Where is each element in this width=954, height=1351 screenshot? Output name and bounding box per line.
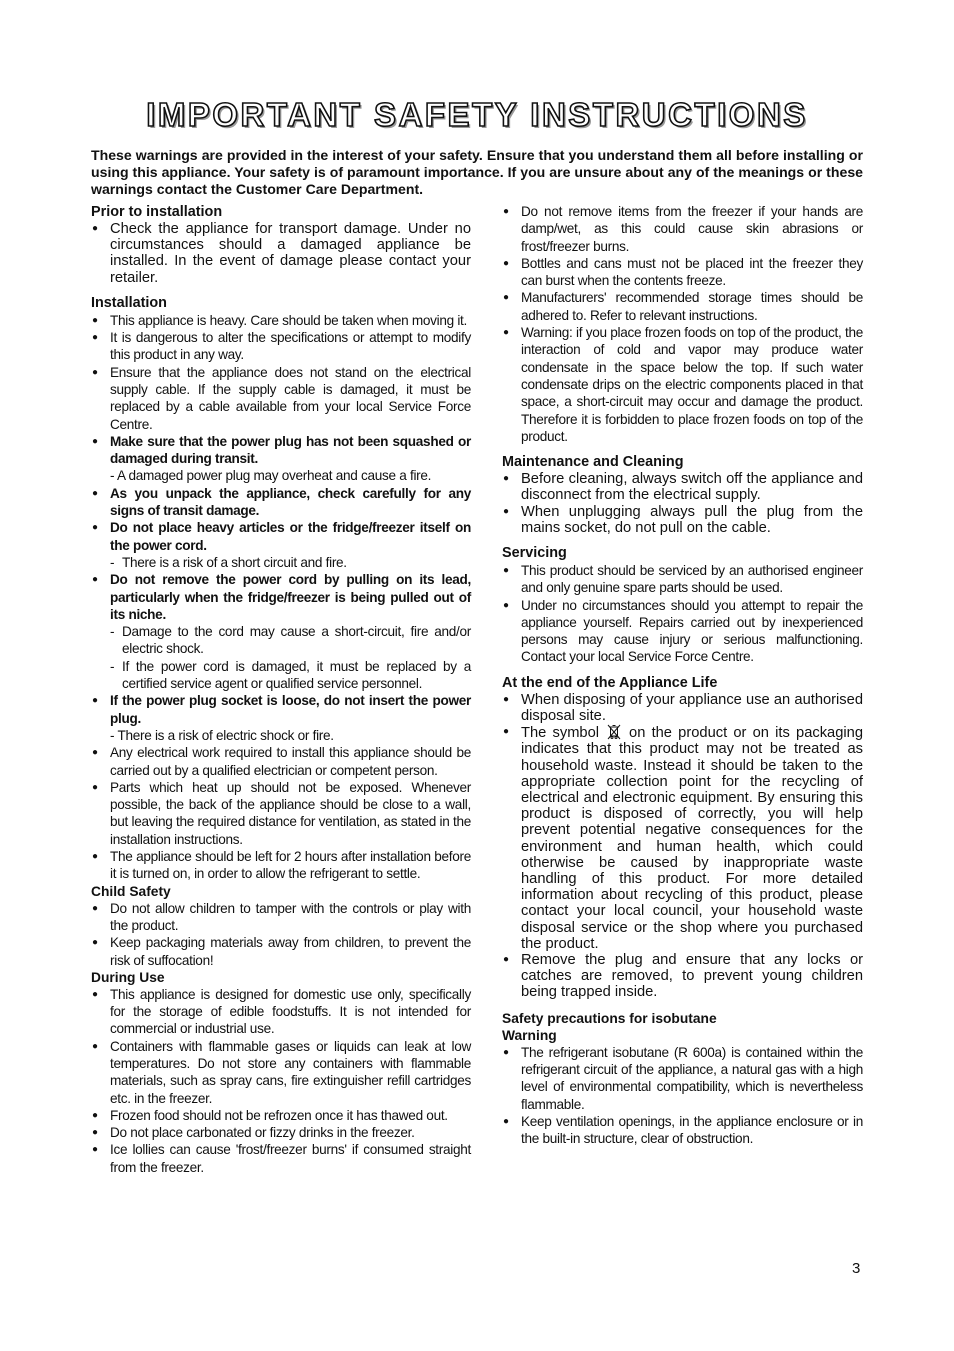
section-heading-prior: Prior to installation <box>91 204 223 220</box>
during-use-list <box>91 986 471 1176</box>
list-item: ● Warning: if you place frozen foods on top of the product, the interaction of cold and vapor may produce water condensate in the space below the top. If such water condensate drips on the electric components placed in that space, a short-circuit may occur and damage the product. Therefore it is forbidden to place frozen foods on top of the product. <box>502 324 863 445</box>
dash-item-text: If the power cord is damaged, it must be replaced by a certified service agent or qualified service personnel. <box>122 658 471 692</box>
section-heading-servicing: Servicing <box>502 544 567 561</box>
page-number: 3 <box>852 1260 861 1277</box>
list-item: ● Before cleaning, always switch off the appliance and disconnect from the electrical supply. <box>502 471 863 503</box>
dash-item: - There is a risk of a short circuit and fire. <box>110 554 347 570</box>
list-item: ● Do not place carbonated or fizzy drinks in the freezer. <box>91 1124 471 1141</box>
list-item: ● Do not allow children to tamper with the controls or play with the product. <box>91 900 471 935</box>
prior-list <box>91 221 471 286</box>
section-heading-maintenance: Maintenance and Cleaning <box>502 454 684 471</box>
maintenance-list <box>502 471 863 536</box>
dash-item-text: Damage to the cord may cause a short-circuit, fire and/or electric shock. <box>122 624 471 657</box>
list-item: ● Make sure that the power plug has not been squashed or damaged during transit. <box>91 433 471 468</box>
list-item: ● Ice lollies can cause 'frost/freezer burns' if consumed straight from the freezer. <box>91 1141 471 1176</box>
installation-list-2 <box>91 485 471 554</box>
list-item: ● Frozen food should not be refrozen once it has thawed out. <box>91 1107 471 1124</box>
list-item: ● It is dangerous to alter the specifications or attempt to modify this product in any way. <box>91 329 471 364</box>
section-heading-installation: Installation <box>91 294 167 311</box>
list-item: ● Do not place heavy articles or the fridge/freezer itself on the power cord. <box>91 519 471 554</box>
list-item: ● Do not remove the power cord by pulling on its lead, particularly when the fridge/freezer is being pulled out of its niche. <box>91 571 471 623</box>
list-item: ● This product should be serviced by an authorised engineer and only genuine spare parts should be used. <box>502 562 863 597</box>
list-item: ● This appliance is heavy. Care should be taken when moving it. <box>91 312 471 329</box>
child-safety-list <box>91 900 471 969</box>
installation-list-4 <box>91 692 471 727</box>
list-item: ● Parts which heat up should not be exposed. Whenever possible, the back of the appliance should be close to a wall, but leaving the required distance for ventilation, as stated in the installation instructions. <box>91 779 471 848</box>
isobutane-list <box>502 1044 863 1148</box>
list-item: ● Keep packaging materials away from children, to prevent the risk of suffocation! <box>91 934 471 969</box>
installation-list <box>91 312 471 468</box>
list-item: ● Keep ventilation openings, in the appliance enclosure or in the built-in structure, clear of obstruction. <box>502 1113 863 1148</box>
list-item: ● Under no circumstances should you attempt to repair the appliance yourself. Repairs carried out by inexperienced persons may cause injury or serious malfunctioning. Contact your local Service Force Centre. <box>502 597 863 666</box>
weee-text-after: on the product or on its packaging indicates that this product may not be treated as household waste. Instead it should be taken to the appropriate collection point for the recycling of electrical and electronic equipment. By ensuring this product is disposed of correctly, you will help prevent potential negative consequences for the environment and human health, which could otherwise be caused by inappropriate waste handling of this product. For more detailed information about recycling of this product, please contact your local council, your household waste disposal service or the shop where you purchased the product. <box>521 725 863 952</box>
list-item: ● Ensure that the appliance does not stand on the electrical supply cable. If the supply cable is damaged, it must be replaced by a cable available from your local Service Force Centre. <box>91 364 471 433</box>
list-item: ● Manufacturers' recommended storage times should be adhered to. Refer to relevant instructions. <box>502 289 863 324</box>
list-item: ● When disposing of your appliance use an authorised disposal site. <box>502 692 863 724</box>
page-title: IMPORTANT SAFETY INSTRUCTIONS <box>146 96 808 133</box>
dash-item: - If the power cord is damaged, it must be replaced by a certified service agent or qualified service personnel. <box>110 658 471 692</box>
crossed-out-wheelie-bin-icon <box>607 724 621 740</box>
installation-list-5 <box>91 744 471 882</box>
list-item <box>502 724 863 952</box>
servicing-list <box>502 562 863 666</box>
end-of-life-list <box>502 692 863 1001</box>
list-item: ● When unplugging always pull the plug from the mains socket, do not pull on the cable. <box>502 504 863 536</box>
during-use-list-continued <box>502 203 863 445</box>
dash-item: - Damage to the cord may cause a short-circuit, fire and/or electric shock. <box>110 624 471 657</box>
list-item: ● Check the appliance for transport damage. Under no circumstances should a damaged appliance be installed. In the event of damage please contact your retailer. <box>91 221 471 286</box>
list-item: ● This appliance is designed for domestic use only, specifically for the storage of edible foodstuffs. It is not intended for commercial or industrial use. <box>91 986 471 1038</box>
weee-text-before: The symbol <box>521 725 600 742</box>
list-item: ● As you unpack the appliance, check carefully for any signs of transit damage. <box>91 485 471 520</box>
list-item: ● If the power plug socket is loose, do not insert the power plug. <box>91 692 471 727</box>
section-heading-end-of-life: At the end of the Appliance Life <box>502 674 718 691</box>
section-heading-during-use: During Use <box>91 969 165 985</box>
note-text: - A damaged power plug may overheat and cause a fire. <box>110 468 432 484</box>
installation-list-3 <box>91 571 471 623</box>
note-text: - There is a risk of electric shock or fire. <box>110 727 334 743</box>
right-column <box>502 203 863 1147</box>
list-item: ● Bottles and cans must not be placed int the freezer they can burst when the contents freeze. <box>502 255 863 290</box>
list-item: ● The appliance should be left for 2 hours after installation before it is turned on, in order to allow the refrigerant to settle. <box>91 848 471 883</box>
list-item: ● Containers with flammable gases or liquids can leak at low temperatures. Do not store any containers with flammable materials, such as spray cans, fire extinguisher refill cartridges etc. in the freezer. <box>91 1038 471 1107</box>
section-heading-isobutane: Safety precautions for isobutane <box>502 1010 717 1026</box>
intro-text: These warnings are provided in the interest of your safety. Ensure that you understand them all before installing or using this appliance. Your safety is of paramount importance. If you are unsure about any of the meanings or these warnings contact the Customer Care Department. <box>91 147 863 197</box>
dash-item-text: There is a risk of a short circuit and fire. <box>122 554 347 570</box>
list-item: ● Any electrical work required to install this appliance should be carried out by a qualified electrician or competent person. <box>91 744 471 779</box>
list-item: ● Remove the plug and ensure that any locks or catches are removed, to prevent young children being trapped inside. <box>502 952 863 1001</box>
section-heading-child-safety: Child Safety <box>91 883 171 899</box>
list-item: ● The refrigerant isobutane (R 600a) is contained within the refrigerant circuit of the appliance, a natural gas with a high level of environmental compatibility, which is nevertheless flammable. <box>502 1044 863 1113</box>
list-item: ● Do not remove items from the freezer if your hands are damp/wet, as this could cause skin abrasions or frost/freezer burns. <box>502 203 863 255</box>
section-subheading-warning: Warning <box>502 1027 557 1043</box>
left-column <box>91 204 471 1176</box>
